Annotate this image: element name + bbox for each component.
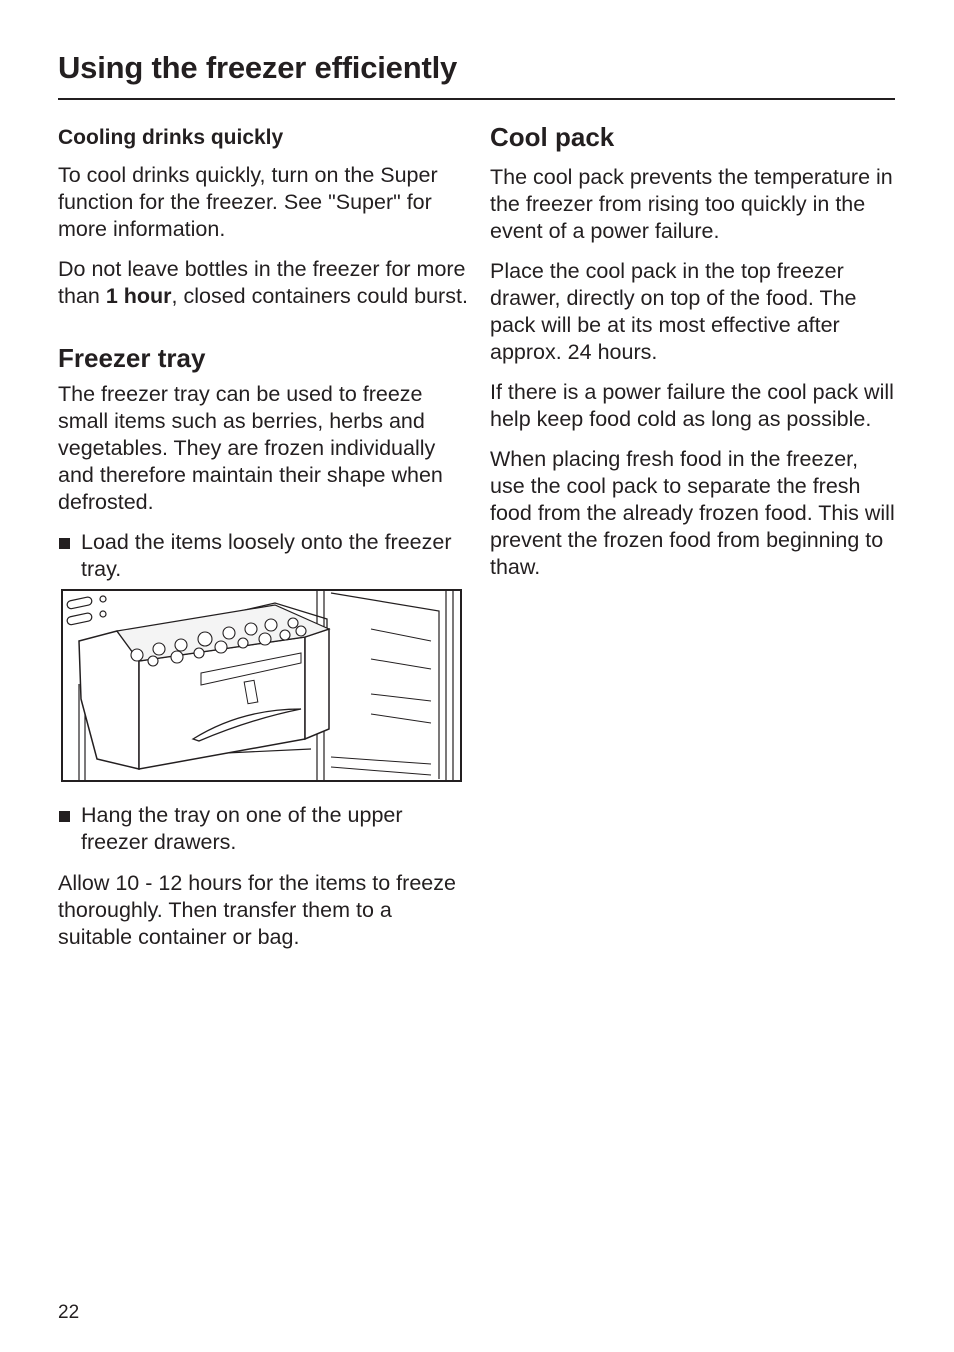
freezer-drawer-drawing [61,589,462,782]
freezer-tray-paragraph: The freezer tray can be used to freeze small items such as berries, herbs and vegetables. They are frozen individually and therefore maintain their shape when defrosted. [58,382,443,514]
freezer-tray-bullet-2 [58,802,468,856]
freezer-tray-bullet-1-text: Load the items loosely onto the freezer tray. [81,530,452,581]
cool-pack-heading: Cool pack [490,122,615,152]
cooling-drinks-paragraph-1: To cool drinks quickly, turn on the Super function for the freezer. See "Super" for more information. [58,163,438,241]
freezer-tray-paragraph-after: Allow 10 - 12 hours for the items to freeze thoroughly. Then transfer them to a suitable container or bag. [58,871,456,949]
bullet-square-icon [59,538,70,549]
page-title: Using the freezer efficiently [58,50,458,85]
cooling-drinks-bold-duration: 1 hour [105,284,172,308]
right-column [490,120,895,581]
bullet-square-icon [59,811,70,822]
freezer-tray-bullet-1 [58,529,468,583]
cooling-drinks-text-start: Do not leave bottles in the freezer for more than [58,257,466,308]
freezer-tray-heading: Freezer tray [58,343,206,373]
cooling-drinks-paragraph-2 [58,256,468,310]
cool-pack-paragraph-2: Place the cool pack in the top freezer drawer, directly on top of the food. The pack will be at its most effective after approx. 24 hours. [490,259,857,364]
freezer-tray-bullet-2-text: Hang the tray on one of the upper freezer drawers. [81,803,403,854]
freezer-tray-illustration [61,589,462,782]
cool-pack-paragraph-4: When placing fresh food in the freezer, use the cool pack to separate the fresh food from the already frozen food. This will prevent the frozen food from beginning to thaw. [490,447,895,579]
cooling-drinks-heading: Cooling drinks quickly [58,126,284,149]
cool-pack-paragraph-1: The cool pack prevents the temperature in the freezer from rising too quickly in the event of a power failure. [490,165,893,243]
cool-pack-paragraph-3: If there is a power failure the cool pack will help keep food cold as long as possible. [490,380,894,431]
page-number: 22 [58,1302,80,1323]
left-column [58,120,468,951]
title-divider [58,98,895,100]
cooling-drinks-text-end: , closed containers could burst. [171,284,468,308]
